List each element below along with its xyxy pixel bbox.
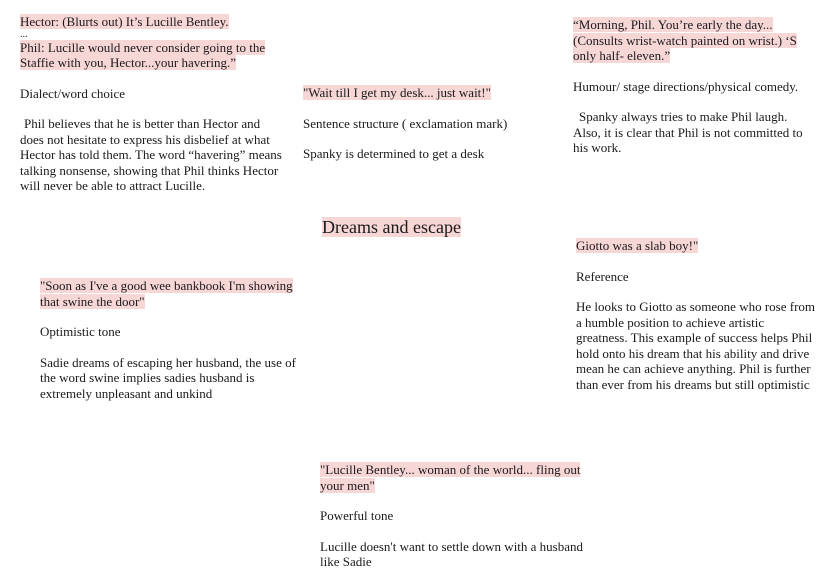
quote-text: "Lucille Bentley... woman of the world... fling out your men"	[320, 462, 581, 493]
quote-block-giotto	[576, 238, 816, 392]
technique-text: Dialect/word choice	[20, 85, 126, 101]
quote-text: “Morning, Phil. You’re early the day... (Consults wrist-watch painted on wrist.) ‘S only half- eleven.”	[573, 17, 797, 63]
quote-text: Hector: (Blurts out) It’s Lucille Bentley.	[20, 14, 229, 29]
quote-text: "Soon as I've a good wee bankbook I'm showing that swine the door"	[40, 278, 293, 309]
quote-block-hector	[20, 14, 282, 194]
ellipsis-text: ...	[20, 28, 28, 40]
technique-text: Reference	[576, 268, 629, 284]
quote-block-morning-phil	[573, 17, 813, 156]
technique-text: Powerful tone	[320, 508, 394, 523]
analysis-text: Spanky is determined to get a desk	[303, 146, 485, 161]
technique-text: Sentence structure ( exclamation mark)	[303, 115, 508, 131]
analysis-text: Sadie dreams of escaping her husband, the use of the word swine implies sadies husband is extremely unpleasant and unkind	[40, 354, 296, 401]
quote-text: Giotto was a slab boy!"	[576, 238, 699, 253]
quote-block-spanky-desk	[303, 85, 533, 162]
analysis-text: Spanky always tries to make Phil laugh. Also, it is clear that Phil is not committed to his work.	[573, 109, 803, 155]
analysis-text: Lucille doesn't want to settle down with a husband like Sadie	[320, 538, 584, 569]
page-title: Dreams and escape	[322, 217, 461, 237]
analysis-text: Phil believes that he is better than Hector and does not hesitate to express his disbelief at what Hector has told them. The word “havering” means talking nonsense, showing that Phil thinks Hector will never be able to attract Lucille.	[20, 116, 282, 193]
analysis-text: He looks to Giotto as someone who rose from a humble position to achieve artistic greatness. This example of success helps Phil hold onto his dream that his ability and drive mean he can achieve anything. Phil is further than ever from his dreams but still optimistic	[576, 299, 816, 392]
quote-text: "Wait till I get my desk... just wait!"	[303, 85, 491, 100]
technique-text: Humour/ stage directions/physical comedy.	[573, 78, 799, 94]
technique-text: Optimistic tone	[40, 324, 121, 339]
quote-block-lucille	[320, 462, 596, 570]
quote-text: Phil: Lucille would never consider going to the Staffie with you, Hector...your havering.”	[20, 39, 266, 70]
quote-block-sadie	[40, 278, 302, 401]
